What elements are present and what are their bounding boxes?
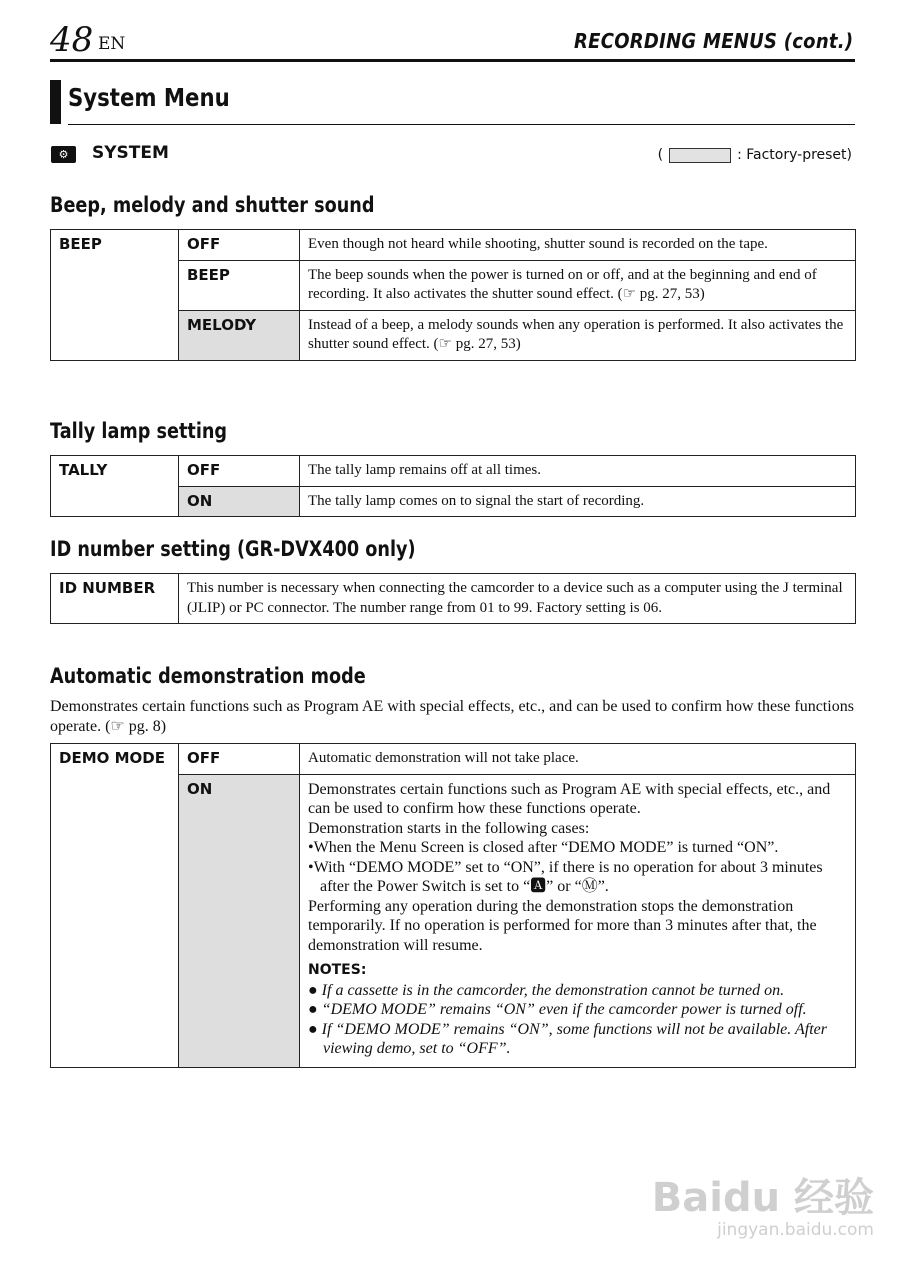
id-number-table xyxy=(50,573,856,624)
beep-table xyxy=(50,229,856,361)
demo-on-desc-3: Performing any operation during the demonstration stops the demonstration temporarily. If no operation is performed for more than 3 minutes after that, the demonstration will resume. xyxy=(308,897,817,954)
system-label: SYSTEM xyxy=(92,143,169,163)
factory-preset-swatch xyxy=(669,148,731,163)
demo-on-desc-1: Demonstrates certain functions such as Program AE with special effects, etc., and can be used to confirm how these functions operate. xyxy=(308,780,831,817)
section-rule xyxy=(68,124,855,125)
system-menu-icon: ⚙ xyxy=(51,146,76,163)
baidu-watermark xyxy=(652,1176,874,1240)
demo-on-bullet-1: •When the Menu Screen is closed after “DEMO MODE” is turned “ON”. xyxy=(308,839,779,856)
tally-option-off: OFF xyxy=(179,456,300,487)
note-item: ● “DEMO MODE” remains “ON” even if the camcorder power is turned off. xyxy=(308,1001,807,1018)
page-number: 48 xyxy=(50,20,94,60)
demo-option-on: ON xyxy=(179,774,300,1067)
demo-desc-off: Automatic demonstration will not take place. xyxy=(300,744,856,775)
beep-desc-off: Even though not heard while shooting, shutter sound is recorded on the tape. xyxy=(300,230,856,261)
header-title: RECORDING MENUS (cont.) xyxy=(573,29,853,53)
page-language: EN xyxy=(98,34,126,54)
demo-label: DEMO MODE xyxy=(51,744,179,1068)
demo-on-bullet-2: •With “DEMO MODE” set to “ON”, if there is no operation for about 3 minutes after the Power Switch is set to “🅰” or “Ⓜ”. xyxy=(308,858,823,895)
factory-open-paren: ( xyxy=(657,147,664,163)
tally-label: TALLY xyxy=(51,456,179,517)
table-row xyxy=(51,456,856,487)
demo-table xyxy=(50,743,856,1068)
note-item: ● If a cassette is in the camcorder, the demonstration cannot be turned on. xyxy=(308,981,785,999)
page-header xyxy=(50,18,855,62)
beep-desc-melody: Instead of a beep, a melody sounds when any operation is performed. It also activates the shutter sound effect. (☞ pg. 27, 53) xyxy=(300,310,856,360)
beep-option-beep: BEEP xyxy=(179,260,300,310)
table-row xyxy=(51,230,856,261)
id-number-label: ID NUMBER xyxy=(51,574,179,624)
id-number-desc: This number is necessary when connecting the camcorder to a device such as a computer using the J terminal (JLIP) or PC connector. The number range from 01 to 99. Factory setting is 06. xyxy=(179,574,856,624)
demo-desc-on xyxy=(300,774,856,1067)
notes-heading: NOTES: xyxy=(308,962,367,978)
beep-heading: Beep, melody and shutter sound xyxy=(50,193,375,217)
watermark-sub: jingyan.baidu.com xyxy=(717,1220,874,1240)
watermark-main: Baidu 经验 xyxy=(651,1175,874,1221)
beep-desc-beep: The beep sounds when the power is turned on or off, and at the beginning and end of recording. It also activates the shutter sound effect. (☞ pg. 27, 53) xyxy=(300,260,856,310)
demo-option-off: OFF xyxy=(179,744,300,775)
table-row xyxy=(51,574,856,624)
factory-preset-text: : Factory-preset) xyxy=(737,147,852,163)
beep-option-melody: MELODY xyxy=(179,310,300,360)
beep-label: BEEP xyxy=(51,230,179,361)
factory-preset-legend xyxy=(658,147,852,163)
note-item: ● If “DEMO MODE” remains “ON”, some functions will not be available. After viewing demo, set to “OFF”. xyxy=(308,1020,827,1057)
tally-heading: Tally lamp setting xyxy=(50,419,228,443)
demo-intro: Demonstrates certain functions such as Program AE with special effects, etc., and can be used to confirm how these functions operate. (☞ pg. 8) xyxy=(50,698,854,735)
table-row xyxy=(51,744,856,775)
tally-desc-off: The tally lamp remains off at all times. xyxy=(300,456,856,487)
tally-table xyxy=(50,455,856,517)
tally-option-on: ON xyxy=(179,486,300,517)
demo-heading: Automatic demonstration mode xyxy=(50,664,366,688)
demo-on-desc-2: Demonstration starts in the following cases: xyxy=(308,819,590,837)
beep-option-off: OFF xyxy=(179,230,300,261)
tally-desc-on: The tally lamp comes on to signal the start of recording. xyxy=(300,486,856,517)
id-number-heading: ID number setting (GR-DVX400 only) xyxy=(50,537,416,561)
section-bar xyxy=(50,80,61,124)
section-title: System Menu xyxy=(68,83,230,112)
